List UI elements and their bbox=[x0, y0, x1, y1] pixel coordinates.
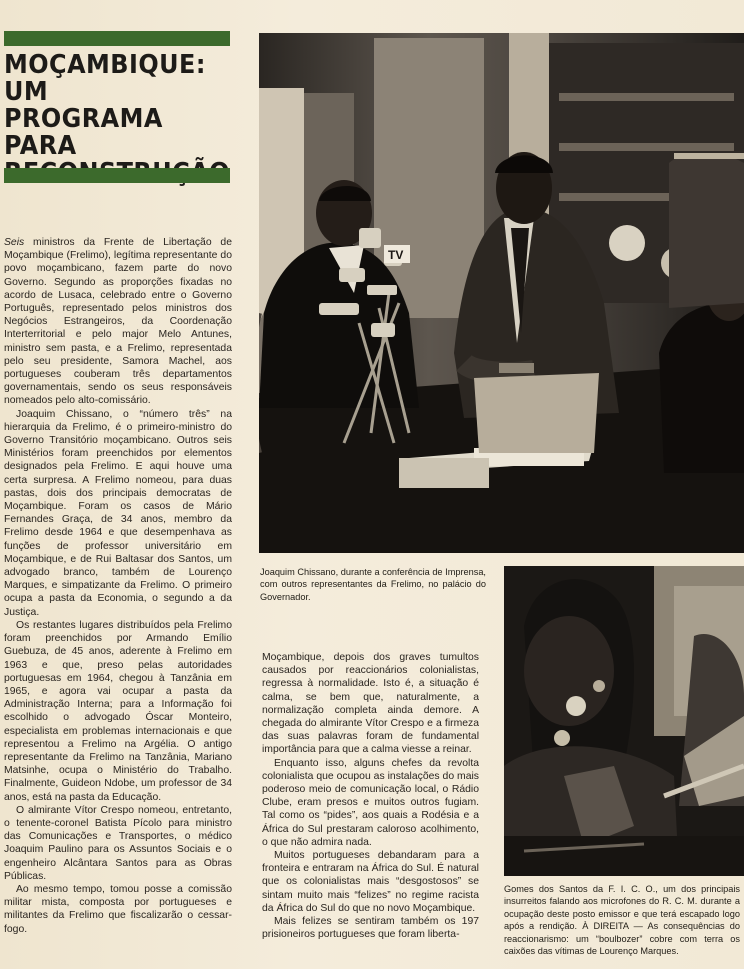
paragraph-text: ministros da Frente de Libertação de Moçambique (Frelimo), legítima representante do povo moçambicano, fazem parte do novo Governo. Segundo as proporções fixadas no acordo de Lusaca, celebrado entre o Governo Português, representado pelos ministros dos Negócios Estrangeiros, da Coordenação Interterritorial e pelo major Melo Antunes, ministro sem pasta, e a Frelimo, representada pelo seu presidente, Samora Machel, aos portugueses couberam três departamentos governamentais, sendo os seus responsáveis nomeados pelo alto-comissário. bbox=[4, 237, 232, 407]
photo2-caption: Gomes dos Santos da F. I. C. O., um dos principais insurreitos falando aos microfones do R. C. M. durante a ocupação deste posto emissor e que terá escapado logo após a rendição. À DIREITA — As consequências do reaccionarismo: um “boulbozer” cobre com terra os caixões das vítimas de Lourenço Marques. bbox=[504, 884, 740, 957]
text-column-middle bbox=[262, 651, 479, 969]
paragraph: Mais felizes se sentiram também os 197 prisioneiros portugueses que foram liberta- bbox=[262, 916, 479, 941]
text-column-left bbox=[4, 236, 232, 966]
paragraph: Moçambique, depois dos graves tumultos causados por reaccionários colonialistas, regressa à normalidade. Isto é, a situação é calma, se bem que, naturalmente, a normalização completa ainda demore. A chegada do almirante Vítor Crespo e a firmeza das suas palavras foram de fundamental importância para que a calma viesse a reinar. bbox=[262, 652, 479, 756]
paragraph: O almirante Vítor Crespo nomeou, entretanto, o tenente-coronel Batista Pícolo para ministro das Comunicações e Transportes, o médico Joaquim Paulino para os Assuntos Sociais e o engenheiro Alcântara Santos para as Obras Públicas. bbox=[4, 804, 232, 882]
paragraph: Enquanto isso, alguns chefes da revolta colonialista que ocupou as instalações do mais poderoso meio de comunicação local, o Rádio Clube, eram presos e muitos outros fugiam. Tal como os “pides”, aos quais a Rodésia e a África do Sul prestaram caloroso acolhimento, o que não admira nada. bbox=[262, 757, 479, 848]
paragraph: Os restantes lugares distribuídos pela Frelimo foram preenchidos por Armando Emílio Guebuza, de 45 anos, aderente à Frelimo em 1963 e que, preso pelas autoridades portuguesas em 1964, chegou à Tanzânia em 1965, e agora vai ocupar a pasta da Administração Interna; para a Informação foi escolhido o advogado Óscar Monteiro, especialista em problemas internacionais e que representou a Frelimo na Argélia. O antigo representante da Frelimo na Tanzânia, Mariano Matsinhe, ocupa o Ministério do Trabalho. Finalmente, Guideon Ndobe, um professor de 34 anos, está na pasta da Educação. bbox=[4, 619, 232, 803]
lead-word: Seis bbox=[4, 237, 25, 248]
press-conference-image bbox=[259, 33, 744, 553]
radio-station-image bbox=[504, 566, 744, 876]
article-headline bbox=[4, 52, 214, 187]
headline-bottom-bar bbox=[4, 168, 230, 183]
paragraph: Muitos portugueses debandaram para a fronteira e entraram na África do Sul. É natural que os colonialistas mais “desgostosos” se sintam muito mais “felizes” no regime racista da África do Sul do que no novo Moçambique. bbox=[262, 850, 479, 914]
headline-line: PARA bbox=[4, 131, 77, 161]
headline-top-bar bbox=[4, 31, 230, 46]
headline-line: UM PROGRAMA bbox=[4, 77, 163, 134]
press-conference-photo bbox=[259, 33, 744, 553]
paragraph bbox=[4, 236, 232, 408]
paragraph: Ao mesmo tempo, tomou posse a comissão militar mista, composta por portugueses e militantes da Frelimo que fiscalizarão o cessar-fogo. bbox=[4, 883, 232, 935]
radio-station-photo bbox=[504, 566, 744, 876]
photo1-caption: Joaquim Chissano, durante a conferência de Imprensa, com outros representantes da Frelimo, no palácio do Governador. bbox=[260, 567, 486, 602]
headline-line: MOÇAMBIQUE: bbox=[4, 50, 206, 80]
paragraph: Joaquim Chissano, o “número três” na hierarquia da Frelimo, é o primeiro-ministro do Governo Transitório moçambicano. Outros seis Ministérios foram preenchidos por elementos designados pela Frelimo. E aqui houve uma certa surpresa. A Frelimo nomeou, para duas pastas, dois dos principais democratas de Moçambique. Foram os casos de Mário Fernandes Graça, de 34 anos, membro da Frelimo desde 1964 e que desempenhava as funções de professor universitário em Moçambique, e de Rui Baltasar dos Santos, um advogado branco, também de Lourenço Marques, e simpatizante da Frelimo. O primeiro ocupa a pasta da Economia, o segundo a da Justiça. bbox=[4, 408, 232, 618]
tv-mic-label: TV bbox=[388, 248, 404, 262]
